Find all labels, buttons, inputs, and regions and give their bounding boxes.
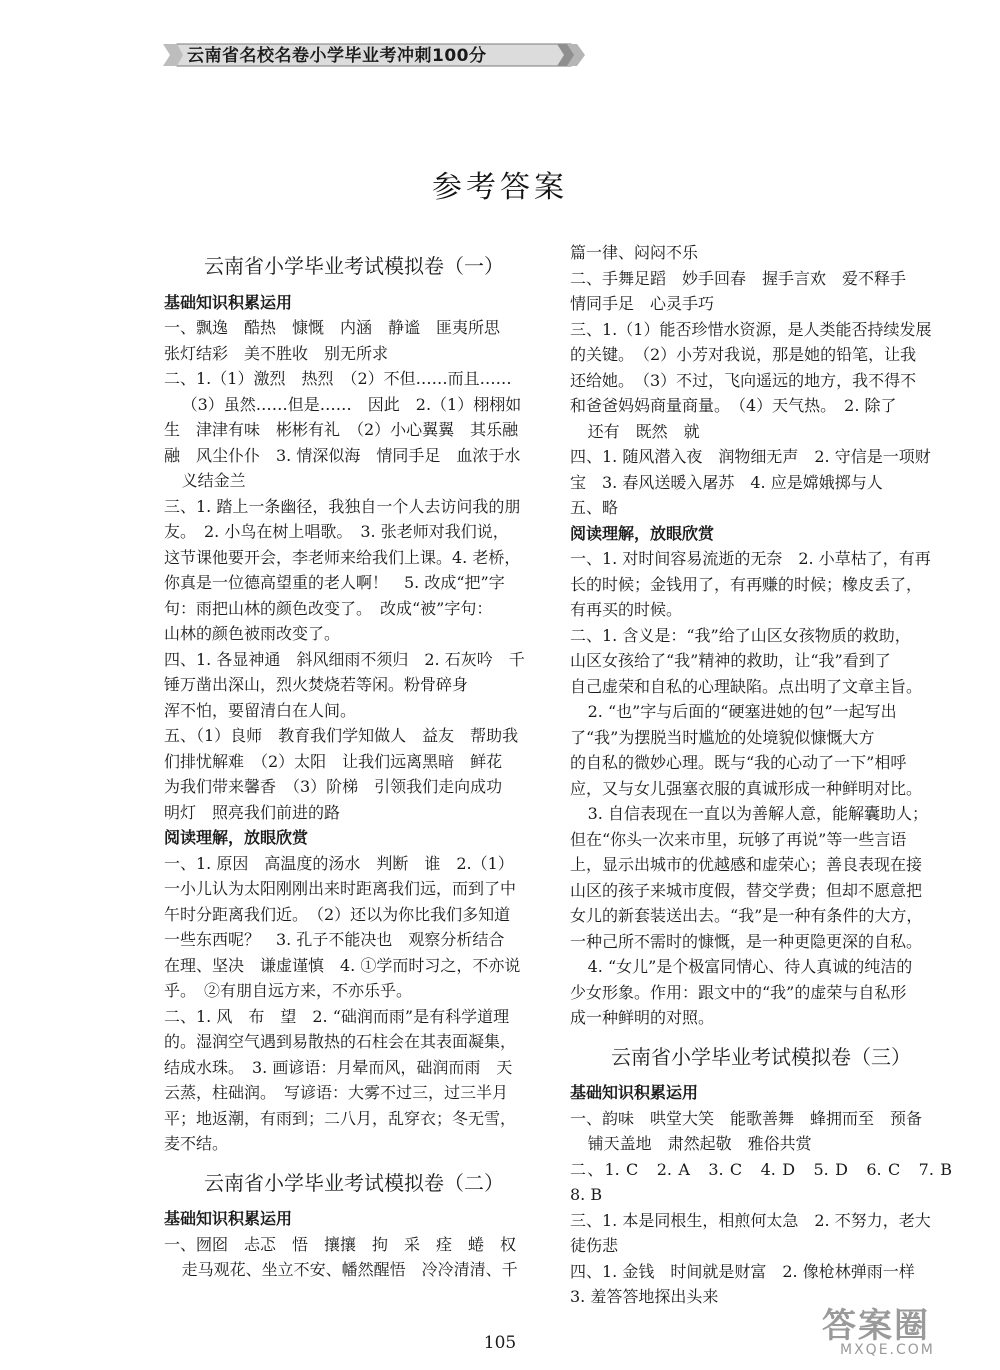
answer-line: 二、1.（1）激烈 热烈 （2）不但……而且…… [164, 369, 512, 388]
answer-line: 上，显示出城市的优越感和虚荣心；善良表现在接 [570, 855, 923, 874]
answer-line: 一、1. 对时间容易流逝的无奈 2. 小草枯了，有再 [570, 549, 931, 568]
answer-line: 一、韵味 哄堂大笑 能歌善舞 蜂拥而至 预备 [570, 1108, 923, 1128]
answer-line: 五、略 [570, 498, 619, 517]
answer-line: 四、1. 各显神通 斜风细雨不须归 2. 石灰吟 千 [164, 649, 525, 669]
answer-line: 了“我”为摆脱当时尴尬的处境貌似慷慨大方 [570, 727, 875, 747]
answer-line: 有再买的时候。 [570, 600, 683, 619]
answer-line: （3）虽然……但是…… 因此 2.（1）栩栩如 [181, 394, 522, 414]
answer-line: 在理、坚决 谦虚谨慎 4. ①学而时习之，不亦说 [164, 955, 521, 975]
answer-line: 结成水珠。 3. 画谚语：月晕而风，础润而雨 天 [164, 1057, 513, 1077]
answer-line: 山区女孩给了“我”精神的救助，让“我”看到了 [570, 651, 891, 670]
answer-line: 三、1. 踏上一条幽径，我独自一个人去访问我的朋 [164, 496, 521, 516]
answer-line: 一、1. 原因 高温度的汤水 判断 谁 2.（1） [164, 853, 514, 873]
answer-line: 你真是一位德高望重的老人啊！ 5. 改成“把”字 [164, 573, 505, 592]
answer-line: 少女形象。作用：跟文中的“我”的虚荣与自私形 [570, 982, 907, 1002]
answer-line: 浑不怕，要留清白在人间。 [164, 700, 357, 720]
answer-line: 这节课他要开会，李老师来给我们上课。4. 老桥， [164, 547, 521, 567]
section-title: 云南省小学毕业考试模拟卷（三） [611, 1044, 911, 1069]
section-title: 云南省小学毕业考试模拟卷（一） [204, 254, 504, 278]
answer-line: 三、1. 本是同根生，相煎何太急 2. 不努力，老大 [570, 1210, 931, 1230]
subsection-heading: 基础知识积累运用 [570, 1083, 699, 1102]
subsection-heading: 基础知识积累运用 [164, 1209, 293, 1228]
answer-line: 还有 既然 就 [587, 421, 700, 441]
page-number: 105 [483, 1333, 517, 1353]
page-title: 参考答案 [432, 170, 568, 205]
answer-line: 四、1. 随风潜入夜 润物细无声 2. 守信是一项财 [570, 447, 931, 466]
answer-line: 锤万凿出深山，烈火焚烧若等闲。粉骨碎身 [164, 675, 469, 694]
answer-line: 们排忧解难 （2）太阳 让我们远离黑暗 鲜花 [164, 751, 503, 771]
answer-line: 张灯结彩 美不胜收 别无所求 [164, 343, 389, 363]
answer-line: 自己虚荣和自私的心理缺陷。点出明了文章主旨。 [570, 676, 923, 696]
header-banner [163, 38, 588, 72]
answer-line: 3. 羞答答地探出头来 [570, 1287, 719, 1306]
right-column [570, 240, 969, 1310]
answer-line: 二、1. 含义是：“我”给了山区女孩物质的救助， [570, 625, 911, 645]
answer-line: 情同手足 心灵手巧 [570, 294, 715, 313]
answer-line: 铺天盖地 肃然起敬 雅俗共赏 [587, 1134, 812, 1153]
answer-line: 但在“你头一次来市里，玩够了再说”等一些言语 [570, 829, 907, 849]
answer-line: 一、飘逸 酷热 慷慨 内涵 静谧 匪夷所思 [164, 318, 501, 337]
answer-line: 女儿的新套装送出去。“我”是一种有条件的大方， [570, 906, 923, 925]
answer-line: 句：雨把山林的颜色改变了。 改成“被”字句： [164, 598, 493, 618]
answer-line: 明灯 照亮我们前进的路 [164, 802, 341, 822]
answer-line: 二、手舞足蹈 妙手回春 握手言欢 爱不释手 [570, 268, 907, 288]
answer-line: 云蒸，柱础润。 写谚语：大雾不过三，过三半月 [164, 1083, 509, 1102]
banner-title: 云南省名校名卷小学毕业考冲刺100分 [187, 46, 487, 66]
answer-line: 宝 3. 春风送暖入屠苏 4. 应是嫦娥掷与人 [570, 472, 883, 492]
answer-line: 的。湿润空气遇到易散热的石柱会在其表面凝集， [164, 1032, 517, 1051]
answer-line: 乎。 ②有朋自远方来，不亦乐乎。 [164, 981, 413, 1000]
section-title: 云南省小学毕业考试模拟卷（二） [204, 1170, 504, 1195]
answer-line: 平；地返潮，有雨到；二八月，乱穿衣；冬无雪， [164, 1108, 517, 1128]
answer-line: 的关键。 （2）小芳对我说，那是她的铅笔，让我 [570, 345, 917, 364]
answer-line: 长的时候；金钱用了，有再赚的时候；橡皮丢了， [570, 574, 923, 594]
answer-line: 2. “也”字与后面的“硬塞进她的包”一起写出 [587, 702, 897, 721]
answer-line: 四、1. 金钱 时间就是财富 2. 像枪林弹雨一样 [570, 1261, 915, 1281]
left-column [164, 254, 544, 1283]
answer-line: 麦不结。 [164, 1134, 229, 1153]
answer-line: 走马观花、坐立不安、幡然醒悟 冷冷清清、千 [181, 1260, 518, 1279]
watermark-logo [822, 1298, 982, 1358]
answer-line: 二、1. C 2. A 3. C 4. D 5. D 6. C 7. B 8. B [570, 1159, 969, 1204]
answer-line: 一种己所不需时的慷慨，是一种更隐更深的自私。 [570, 931, 923, 951]
answer-line: 4. “女儿”是个极富同情心、待人真诚的纯洁的 [587, 957, 913, 976]
answer-line: 友。 2. 小鸟在树上唱歌。 3. 张老师对我们说， [164, 522, 509, 541]
answer-line: 山林的颜色被雨改变了。 [164, 624, 341, 643]
answer-line: 为我们带来馨香 （3）阶梯 引领我们走向成功 [164, 777, 503, 796]
watermark-text: 答案圈 [822, 1306, 930, 1346]
answer-line: 的自私的微妙心理。既与“我的心动了一下”相呼 [570, 753, 907, 772]
answer-line: 一些东西呢？ 3. 孔子不能决也 观察分析结合 [164, 930, 505, 949]
answer-line: 和爸爸妈妈商量商量。 （4）天气热。 2. 除了 [570, 396, 897, 415]
answer-line: 应，又与女儿强塞衣服的真诚形成一种鲜明对比。 [570, 778, 923, 798]
answer-line: 一小儿认为太阳刚刚出来时距离我们远，而到了中 [164, 879, 517, 898]
answer-line: 生 津津有味 彬彬有礼 （2）小心翼翼 其乐融 [164, 420, 519, 439]
watermark-url: MXQE.COM [840, 1342, 935, 1358]
answer-line: 午时分距离我们近。 （2）还以为你比我们多知道 [164, 904, 511, 924]
answer-line: 二、1. 风 布 望 2. “础润而雨”是有科学道理 [164, 1006, 510, 1026]
answer-line: 三、1.（1）能否珍惜水资源，是人类能否持续发展 [570, 319, 932, 339]
answer-line: 融 风尘仆仆 3. 情深似海 情同手足 血浓于水 [164, 445, 521, 465]
answer-line: 义结金兰 [181, 471, 246, 490]
answer-line: 一、囫囵 忐忑 悟 攘攘 拘 采 痊 蜷 权 [164, 1234, 517, 1254]
answer-line: 成一种鲜明的对照。 [570, 1008, 715, 1027]
answer-line: 山区的孩子来城市度假，替交学费；但却不愿意把 [570, 880, 923, 900]
answer-line: 还给她。 （3）不过，飞向遥远的地方，我不得不 [570, 370, 917, 390]
subsection-heading: 基础知识积累运用 [164, 292, 293, 312]
subsection-heading: 阅读理解，放眼欣赏 [164, 828, 309, 847]
subsection-heading: 阅读理解，放眼欣赏 [570, 523, 715, 543]
answer-line: 徒伤悲 [570, 1236, 619, 1255]
answer-line: 3. 自信表现在一直以为善解人意，能解囊助人； [587, 804, 928, 823]
answer-line: 篇一律、闷闷不乐 [570, 243, 699, 262]
answer-line: 五、（1）良师 教育我们学知做人 益友 帮助我 [164, 726, 519, 745]
